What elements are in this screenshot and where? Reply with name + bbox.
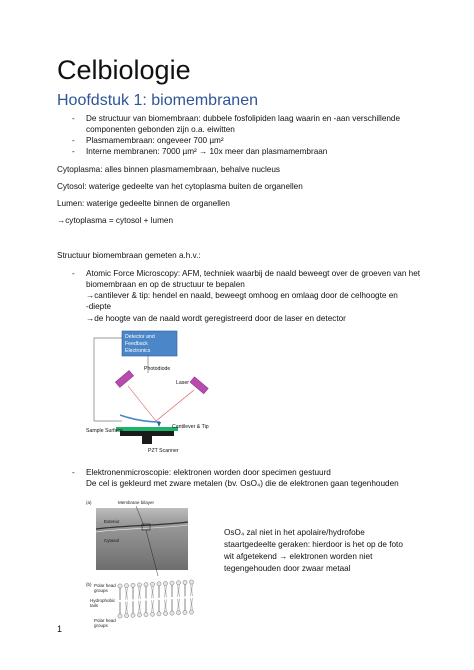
hydrophobic-tail	[184, 598, 186, 610]
hydrophobic-tail	[184, 584, 186, 596]
hydrophobic-label: Hydrophobic	[90, 598, 116, 603]
afm-text: Atomic Force Microscopy: AFM, techniek waarbij de naald beweegt over de groeven van het	[86, 269, 421, 278]
membrane-bilayer-label: Membrane bilayer	[118, 500, 155, 505]
polar-head	[176, 611, 180, 615]
hydrophobic-tail	[165, 585, 167, 597]
hydrophobic-tail	[132, 601, 134, 613]
polar-head	[157, 582, 161, 586]
hydrophobic-tail	[165, 599, 167, 611]
polar-head	[157, 612, 161, 616]
oso-text: staartgedeelte geraken: hierdoor is het op de foto	[224, 540, 403, 549]
detector-label: Electronics	[125, 348, 151, 354]
polar-head	[170, 581, 174, 585]
feedback-line	[94, 338, 122, 421]
hydrophobic-tail	[139, 601, 141, 613]
oso-text: OsO₄ zal niet in het apolaire/hydrofobe	[224, 528, 365, 537]
bullet-text: Interne membranen: 7000 µm² → 10x meer dan plasmamembraan	[86, 147, 328, 156]
hydrophobic-tail	[171, 585, 173, 597]
polar-head	[189, 610, 193, 614]
afm-text: -diepte	[86, 302, 112, 311]
bullet-text: De structuur van biomembraan: dubbele fosfolipiden laag waarin en -aan verschillende	[86, 114, 401, 123]
hydrophobic-tail	[119, 588, 121, 600]
em-micrograph-figure	[86, 496, 194, 636]
bullet-dash: -	[72, 147, 75, 156]
cytosol-label: Cytosol	[104, 538, 120, 543]
laser-label: Laser	[176, 380, 189, 386]
paragraph: →cytoplasma = cytosol + lumen	[57, 216, 174, 225]
bullet-text: Plasmamembraan: ongeveer 700 µm²	[86, 136, 224, 145]
polar-head	[183, 610, 187, 614]
bullet-dash: -	[72, 136, 75, 145]
polar-head	[163, 611, 167, 615]
bullet-text: componenten gebonden zijn o.a. eiwitten	[86, 125, 235, 134]
hydrophobic-label-2: tails	[90, 603, 99, 608]
hydrophobic-tail	[178, 599, 180, 611]
photodiode-label: Photodiode	[144, 366, 171, 372]
afm-text: →cantilever & tip: hendel en naald, beweegt omhoog en omlaag door de celhoogte en	[86, 291, 398, 300]
polar-head	[170, 611, 174, 615]
polar-head	[118, 584, 122, 588]
chapter-heading: Hoofdstuk 1: biomembranen	[57, 92, 258, 109]
lipid-bilayer-drawing	[118, 580, 194, 618]
polar-head	[124, 584, 128, 588]
paragraph: Cytosol: waterige gedeelte van het cytoplasma buiten de organellen	[57, 182, 303, 191]
oso-text: wit afgetekend → elektronen worden niet	[224, 552, 373, 561]
scanner-label: PZT Scanner	[148, 448, 179, 454]
laser-beam	[128, 386, 156, 421]
detector-label: Detector and	[125, 334, 155, 340]
hydrophobic-tail	[178, 585, 180, 597]
hydrophobic-tail	[126, 588, 128, 600]
polar-head	[176, 581, 180, 585]
polar-head	[189, 580, 193, 584]
polar-head	[118, 614, 122, 618]
polar-head	[137, 613, 141, 617]
polar-head	[144, 612, 148, 616]
sample-surface-label: Sample Surface	[86, 428, 123, 434]
hydrophobic-tail	[145, 587, 147, 599]
sample-surface	[116, 427, 178, 431]
bullet-dash: -	[72, 114, 75, 123]
hydrophobic-tail	[152, 600, 154, 612]
bullet-dash: -	[72, 468, 75, 477]
tip	[157, 422, 161, 427]
afm-text: →de hoogte van de naald wordt geregistreerd door de laser en detector	[86, 314, 346, 323]
polar-head-top-label: Polar head	[94, 583, 116, 588]
polar-head	[124, 614, 128, 618]
bullet-dash: -	[72, 269, 75, 278]
hydrophobic-tail	[132, 587, 134, 599]
page-number: 1	[57, 624, 63, 634]
hydrophobic-tail	[171, 599, 173, 611]
hydrophobic-tail	[152, 586, 154, 598]
polar-head	[150, 612, 154, 616]
hydrophobic-tail	[145, 601, 147, 613]
polar-head-bottom-label: Polar head	[94, 618, 116, 623]
figure-b-label: (b)	[86, 582, 92, 587]
afm-diagram	[86, 328, 226, 458]
em-text: Elektronenmicroscopie: elektronen worden door specimen gestuurd	[86, 468, 331, 477]
hydrophobic-tail	[139, 587, 141, 599]
paragraph: Cytoplasma: alles binnen plasmamembraan, behalve nucleus	[57, 165, 281, 174]
polar-head-top-label-2: groups	[94, 588, 108, 593]
polar-head	[137, 583, 141, 587]
hydrophobic-tail	[119, 602, 121, 614]
hydrophobic-tail	[191, 598, 193, 610]
page-title: Celbiologie	[57, 55, 191, 85]
photodiode-icon	[115, 371, 133, 388]
polar-head	[150, 582, 154, 586]
structure-heading: Structuur biomembraan gemeten a.h.v.:	[57, 251, 201, 260]
hydrophobic-tail	[126, 602, 128, 614]
scanner-block	[120, 431, 174, 436]
figure-a-label: (a)	[86, 500, 92, 505]
polar-head	[163, 581, 167, 585]
afm-text: biomembraan en op de structuur te bepalen	[86, 280, 245, 289]
paragraph: Lumen: waterige gedeelte binnen de organellen	[57, 199, 230, 208]
polar-head	[131, 613, 135, 617]
oso-text: tegengehouden door zwaar metaal	[224, 564, 351, 573]
hydrophobic-tail	[158, 600, 160, 612]
detector-label: Feedback	[125, 341, 148, 347]
polar-head	[144, 582, 148, 586]
polar-head	[131, 583, 135, 587]
laser-beam	[156, 390, 194, 421]
exterior-label: Exterior	[104, 519, 120, 524]
hydrophobic-tail	[158, 586, 160, 598]
cantilever-label: Cantilever & Tip	[172, 424, 209, 430]
polar-head	[183, 580, 187, 584]
em-text: De cel is gekleurd met zware metalen (bv. OsO₄) die de elektronen gaan tegenhouden	[86, 479, 399, 488]
polar-head-bottom-label-2: groups	[94, 623, 108, 628]
hydrophobic-tail	[191, 584, 193, 596]
